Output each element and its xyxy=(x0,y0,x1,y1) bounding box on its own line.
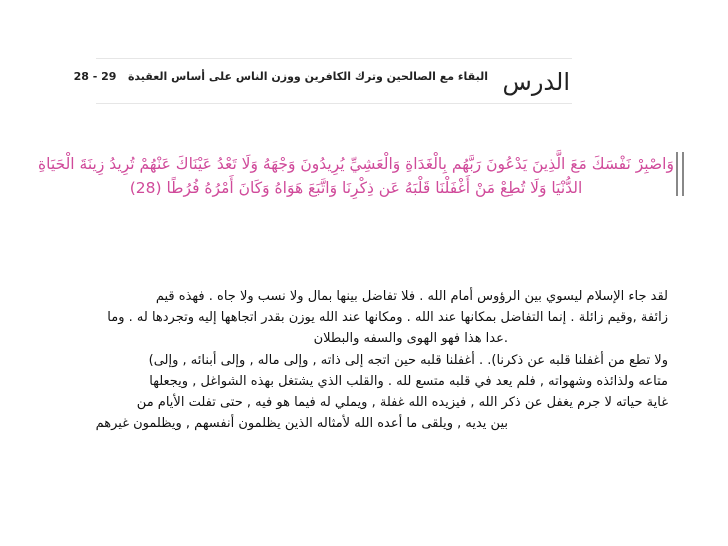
quran-verse xyxy=(34,152,678,200)
lesson-title-text: البقاء مع الصالحين وترك الكافرين ووزن الناس على أساس العقيدة xyxy=(127,70,488,83)
paragraph-1 xyxy=(60,286,668,349)
paragraph-1-line-1: لقد جاء الإسلام ليسوي بين الرؤوس أمام الله . فلا تفاضل بينها بمال ولا نسب ولا جاه . فهذه قيم xyxy=(155,289,668,304)
paragraph-2-line-1: ولا تطع من أغفلنا قلبه عن ذكرنا). . أغفلنا قلبه حين اتجه إلى ذاته , وإلى ماله , وإلى أبنائه , وإلى) xyxy=(148,353,668,368)
paragraph-1-line-3: .عدا هذا فهو الهوى والسفه والبطلان xyxy=(313,331,508,346)
paragraph-2 xyxy=(74,350,668,434)
paragraph-2-line-2: متاعه ولذائذه وشهواته , فلم يعد في قلبه متسع لله . والقلب الذي يشتغل بهذه الشواغل , ويجعلها xyxy=(149,374,668,389)
verse-line-1: وَاصْبِرْ نَفْسَكَ مَعَ الَّذِينَ يَدْعُونَ رَبَّهُم بِالْغَدَاةِ وَالْعَشِيِّ يُرِيدُونَ وَجْهَهُ وَلَا تَعْدُ عَيْنَاكَ عَنْهُمْ تُرِيدُ زِينَةَ الْحَيَاةِ xyxy=(38,155,674,173)
lesson-pages: 28 - 29 xyxy=(73,70,117,83)
verse-line-2: الدُّنْيَا وَلَا تُطِعْ مَنْ أَغْفَلْنَا قَلْبَهُ عَن ذِكْرِنَا وَاتَّبَعَ هَوَاهُ وَكَانَ أَمْرُهُ فُرُطًا (28) xyxy=(129,179,583,197)
verse-marker-bar xyxy=(682,152,684,196)
paragraph-1-line-2: زائفة ,وقيم زائلة . إنما التفاضل بمكانها عند الله . ومكانها عند الله يوزن بقدر اتجاهها إليه وتجردها له . وما xyxy=(107,310,668,325)
paragraph-2-line-3: غاية حياته لا جرم يغفل عن ذكر الله , فيزيده الله غفلة , ويملي له فيما هو فيه , حتى تفلت الأيام من xyxy=(136,395,668,410)
lesson-title xyxy=(73,70,488,83)
lesson-label: الدرس xyxy=(502,68,570,96)
paragraph-2-line-4: بين يديه , ويلقى ما أعده الله لأمثاله الذين يظلمون أنفسهم , ويظلمون غيرهم xyxy=(95,416,508,431)
